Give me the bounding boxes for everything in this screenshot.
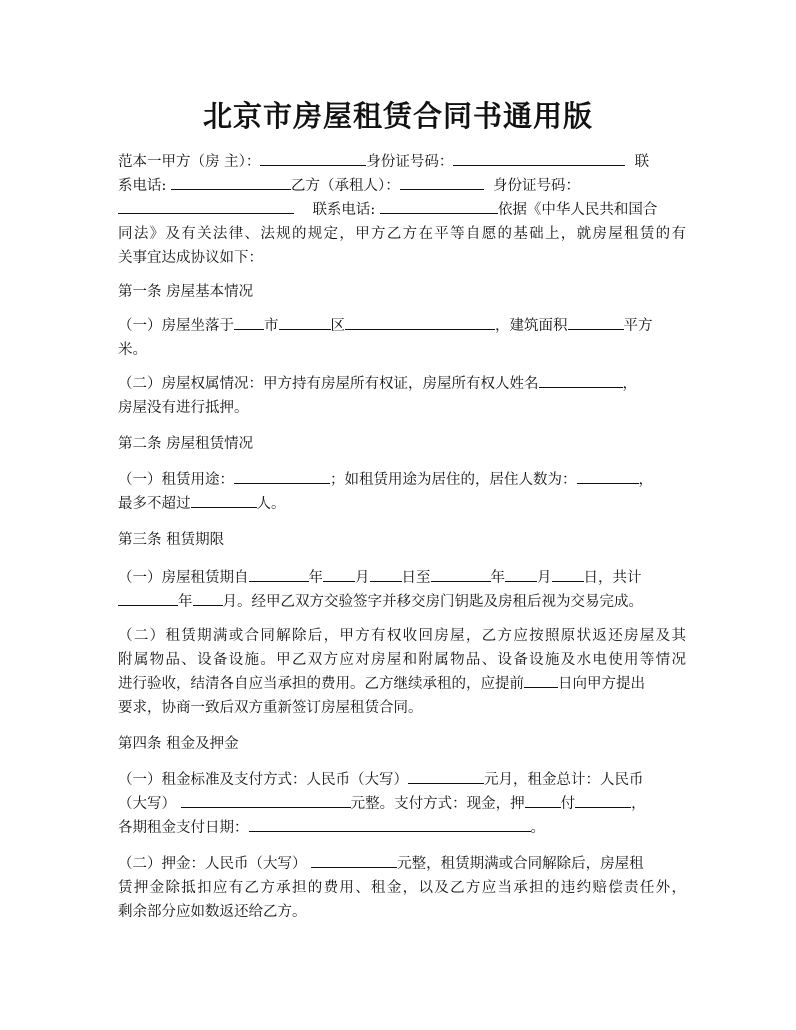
fill-blank: [577, 468, 639, 484]
fill-blank: [249, 816, 531, 832]
paragraph-line: 要求，协商一致后双方重新签订房屋租赁合同。: [118, 700, 423, 716]
text-segment: 人。: [256, 496, 286, 512]
fill-blank: [575, 792, 631, 808]
text-segment: （大写）: [118, 796, 176, 812]
fill-blank: [234, 314, 264, 330]
fill-blank: [118, 198, 294, 214]
paragraph-line: 米。: [118, 342, 147, 358]
text-segment: ，: [638, 472, 653, 488]
paragraph-line: [118, 792, 686, 816]
text-segment: （一）租赁用途：: [118, 472, 234, 488]
paragraph-line: [118, 468, 686, 492]
fill-blank: [408, 768, 484, 784]
text-segment: ，建筑面积: [495, 318, 568, 334]
fill-blank: [279, 314, 331, 330]
section-heading: 第四条 租金及押金: [118, 736, 239, 752]
text-segment: 日，共计: [583, 570, 642, 586]
text-segment: 市: [264, 318, 279, 334]
paragraph-line: [118, 852, 686, 876]
section-heading: 第二条 房屋租赁情况: [118, 436, 254, 452]
fill-blank: [552, 566, 584, 582]
text-segment: 依据《中华人民共和国合: [497, 202, 658, 218]
text-segment: （二）房屋权属情况：甲方持有房屋所有权证，房屋所有权人姓名: [118, 376, 539, 392]
text-segment: 平方: [623, 318, 653, 334]
paragraph-line: [118, 566, 686, 590]
text-segment: 日向甲方提出: [558, 676, 645, 692]
paragraph-line: （二）租赁期满或合同解除后，甲方有权收回房屋，乙方应按照原状返还房屋及其: [118, 628, 686, 644]
text-segment: 年: [490, 570, 505, 586]
paragraph-line: 附属物品、设备设施。甲乙双方应对房屋和附属物品、设备设施及水电使用等情况: [118, 652, 686, 668]
paragraph-line: 同法》及有关法律、法规的规定，甲方乙方在平等自愿的基础上，就房屋租赁的有: [118, 226, 686, 242]
fill-blank: [380, 198, 498, 214]
text-segment: 进行验收，结清各自应当承担的费用。乙方继续承租的，应提前: [118, 676, 524, 692]
fill-blank: [505, 566, 537, 582]
paragraph-line: [118, 816, 686, 840]
paragraph-line: [118, 150, 686, 174]
text-segment: （二）押金：人民币（大写）: [118, 856, 307, 872]
paragraph-line: 赁押金除抵扣应有乙方承担的费用、租金，以及乙方应当承担的违约赔偿责任外，: [118, 880, 686, 896]
fill-blank: [234, 468, 330, 484]
text-segment: 身份证号码：: [492, 178, 580, 194]
fill-blank: [311, 852, 397, 868]
fill-blank: [524, 672, 558, 688]
fill-blank: [118, 590, 178, 606]
paragraph-line: [118, 314, 686, 338]
fill-blank: [323, 566, 355, 582]
text-segment: 月: [537, 570, 552, 586]
fill-blank: [181, 792, 351, 808]
text-segment: 月: [355, 570, 370, 586]
paragraph-line: 剩余部分应如数返还给乙方。: [118, 904, 307, 920]
text-segment: 最多不超过: [118, 496, 191, 512]
text-segment: ，: [631, 796, 646, 812]
section-heading: 第三条 租赁期限: [118, 532, 225, 548]
text-segment: 年: [308, 570, 323, 586]
fill-blank: [345, 314, 495, 330]
fill-blank: [193, 590, 223, 606]
text-segment: ，: [622, 376, 637, 392]
text-segment: 联: [634, 154, 650, 170]
fill-blank: [431, 566, 491, 582]
fill-blank: [260, 150, 366, 166]
paragraph-line: 房屋没有进行抵押。: [118, 400, 249, 416]
fill-blank: [249, 566, 309, 582]
text-segment: 乙方（承租人）：: [291, 178, 400, 194]
paragraph-line: [118, 768, 686, 792]
text-segment: 各期租金支付日期：: [118, 820, 249, 836]
document-title: 北京市房屋租赁合同书通用版: [202, 99, 593, 133]
text-segment: （一）房屋租赁期自: [118, 570, 249, 586]
text-segment: 付: [560, 796, 576, 812]
paragraph-line: [118, 590, 686, 614]
fill-blank: [171, 174, 291, 190]
paragraph-line: [118, 174, 686, 198]
text-segment: 元整。支付方式：现金，押: [350, 796, 525, 812]
text-segment: 日至: [401, 570, 431, 586]
fill-blank: [370, 566, 402, 582]
text-segment: 年: [178, 594, 193, 610]
text-segment: 系电话:: [118, 178, 167, 194]
fill-blank: [539, 372, 623, 388]
text-segment: ；如租赁用途为居住的，居住人数为：: [330, 472, 577, 488]
paragraph-line: [118, 672, 686, 696]
fill-blank: [525, 792, 561, 808]
text-segment: 元整，租赁期满或合同解除后，房屋租: [397, 856, 644, 872]
paragraph-line: [118, 198, 686, 222]
text-segment: 联系电话:: [312, 202, 376, 218]
fill-blank: [453, 150, 625, 166]
text-segment: 身份证号码：: [366, 154, 454, 170]
paragraph-line: [118, 492, 686, 516]
text-segment: （一）租金标准及支付方式：人民币（大写）: [118, 772, 408, 788]
text-segment: （一）房屋坐落于: [118, 318, 234, 334]
text-segment: 月。经甲乙双方交验签字并移交房门钥匙及房租后视为交易完成。: [222, 594, 643, 610]
text-segment: 范本一甲方（房 主）：: [118, 154, 261, 170]
text-segment: 元月，租金总计：人民币: [484, 772, 644, 788]
text-segment: 。: [530, 820, 545, 836]
fill-blank: [400, 174, 484, 190]
paragraph-line: 关事宜达成协议如下：: [118, 250, 263, 266]
text-segment: 区: [330, 318, 345, 334]
section-heading: 第一条 房屋基本情况: [118, 284, 254, 300]
paragraph-line: [118, 372, 686, 396]
fill-blank: [191, 492, 257, 508]
fill-blank: [568, 314, 624, 330]
